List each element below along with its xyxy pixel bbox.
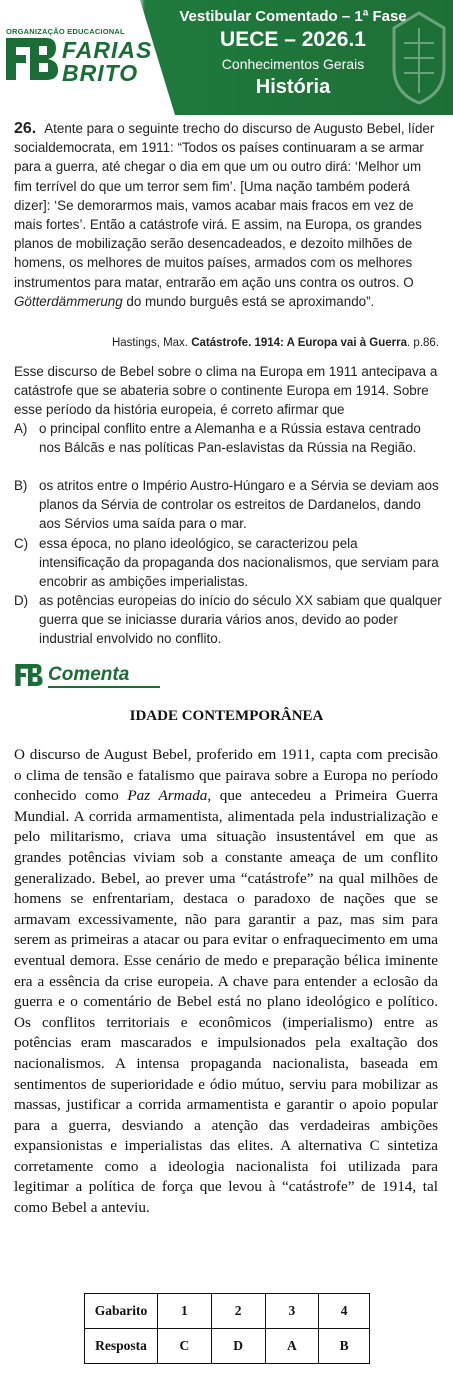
question-stem: Esse discurso de Bebel sobre o clima na Europa em 1911 antecipava a catástrofe que se abateria sobre o continente Europa em 1914. Sobre esse período da história europeia, é correto afirmar que [14, 364, 438, 418]
table-cell: B [319, 1329, 370, 1364]
logo-org-text: ORGANIZAÇÃO EDUCACIONAL [6, 27, 125, 36]
option-letter: A) [14, 421, 28, 436]
question-intro-end: do mundo burguês está se aproximando”. [122, 293, 375, 309]
answer-key-table [84, 1293, 370, 1364]
option-text: essa época, no plano ideológico, se caracterizou pela intensificação da propaganda dos nacionalismos, que serviam para encobrir as ambições imperialistas. [39, 536, 439, 590]
comment-body [14, 745, 438, 1219]
table-cell: 2 [211, 1294, 265, 1329]
option-a[interactable] [14, 419, 442, 457]
question-number: 26. [14, 120, 37, 137]
table-cell: D [211, 1329, 265, 1364]
fb-small-logo-icon [14, 664, 44, 686]
logo-text-farias: FARIAS [62, 37, 153, 63]
header-subject-group: Conhecimentos Gerais [221, 56, 365, 72]
option-letter: B) [14, 478, 28, 493]
question-intro: Atente para o seguinte trecho do discurso de Augusto Bebel, líder socialdemocrata, em 1911: “Todos os países continuaram a se armar para a guerra, até chegar o dia em que um ou outro dirá: ‘Melhor um fim terrível do que um terror sem fim’. [Uma nação também poderá dizer]: ‘Se demorarmos mais, vamos acabar mais fracos em vez de mais fortes’. Então a catástrofe virá. E assim, na Europa, os grandes planos de mobilização serão desencadeados, e dezoito milhões de homens, os melhores de muitos países, armados com os melhores instrumentos para matar, entrarão em ação uns contra os outros. O [14, 121, 435, 290]
comenta-underline [48, 686, 160, 688]
option-text: o principal conflito entre a Alemanha e a Rússia estava centrado nos Bálcãs e nas políticas Pan-eslavistas da Rússia na Região. [39, 421, 421, 456]
source-title: Catástrofe. 1914: A Europa vai à Guerra [191, 337, 408, 349]
question-text [14, 119, 442, 311]
comment-part-1: O discurso de August Bebel, proferido em 1911, capta com precisão o clima de tensão e fatalismo que pairava sobre a Europa no período conhecido como [14, 746, 438, 805]
farias-brito-logo [4, 27, 174, 97]
comenta-label: Comenta [48, 664, 130, 685]
table-row [85, 1329, 370, 1364]
page-header [0, 0, 453, 115]
option-letter: D) [14, 593, 29, 608]
option-text: os atritos entre o Império Austro-Húngaro e a Sérvia se deviam aos planos da Sérvia de controlar os estreitos de Dardanelos, dando aos Sérvios uma saída para o mar. [39, 478, 439, 532]
option-c[interactable] [14, 534, 442, 592]
header-exam-title: UECE – 2026.1 [220, 28, 366, 51]
source-author: Hastings, Max. [111, 337, 192, 349]
crest-watermark-icon [389, 8, 449, 108]
option-letter: C) [14, 536, 29, 551]
section-title: IDADE CONTEMPORÂNEA [129, 708, 324, 724]
fb-logo-icon [6, 38, 58, 80]
option-text: as potências europeias do início do século XX sabiam que qualquer guerra que se iniciasse duraria vários anos, devido ao poder industrial envolvido no conflito. [39, 593, 442, 647]
question-italic-term: Götterdämmerung [14, 293, 123, 309]
table-row-label: Resposta [85, 1329, 158, 1364]
table-cell: C [158, 1329, 212, 1364]
table-cell: 4 [319, 1294, 370, 1329]
logo-text-brito: BRITO [62, 60, 139, 86]
table-cell: 3 [265, 1294, 319, 1329]
comment-italic-term: Paz Armada [127, 787, 208, 805]
comenta-logo [14, 664, 160, 688]
table-header-label: Gabarito [85, 1294, 158, 1329]
option-b[interactable] [14, 476, 442, 534]
question-source [112, 337, 439, 349]
option-d[interactable] [14, 591, 442, 649]
source-page: . p.86. [407, 337, 439, 349]
header-exam-label: Vestibular Comentado – 1ª Fase [179, 8, 407, 25]
table-cell: 1 [158, 1294, 212, 1329]
comment-part-2: , que antecedeu a Primeira Guerra Mundial. A corrida armamentista, alimentada pela industrialização e pelo militarismo, criava uma situação insustentável em que as grandes potências viviam sob a constante ameaça de um conflito generalizado. Bebel, ao prever uma “catástrofe” na qual milhões de homens se enfrentariam, destaca o paradoxo de nações que se armavam excessivamente, não para garantir a paz, mas sim para serem as primeiras a atacar ou para evitar o enfraquecimento em uma eventual demora. Esse cenário de medo e preparação bélica iminente era a essência da crise europeia. A chave para entender a eclosão da guerra e o comentário de Bebel está no plano ideológico e político. Os conflitos territoriais e econômicos (imperialismo) entre as potências eram mascarados e impulsionados pela exaltação dos nacionalismos. A intensa propaganda nacionalista, baseada em sentimentos de superioridade e ódio mútuo, serviu para mobilizar as massas, justificar a corrida armamentista e garantir o apoio popular para a guerra, desviando a atenção das verdadeiras ambições expansionistas e imperialistas das elites. A alternativa C sintetiza corretamente como a ideologia nacionalista foi utilizada para legitimar a política de força que levou à “catástrofe” de 1914, tal como Bebel a anteviu. [14, 787, 438, 1217]
table-cell: A [265, 1329, 319, 1364]
header-subject: História [255, 76, 331, 98]
table-row [85, 1294, 370, 1329]
